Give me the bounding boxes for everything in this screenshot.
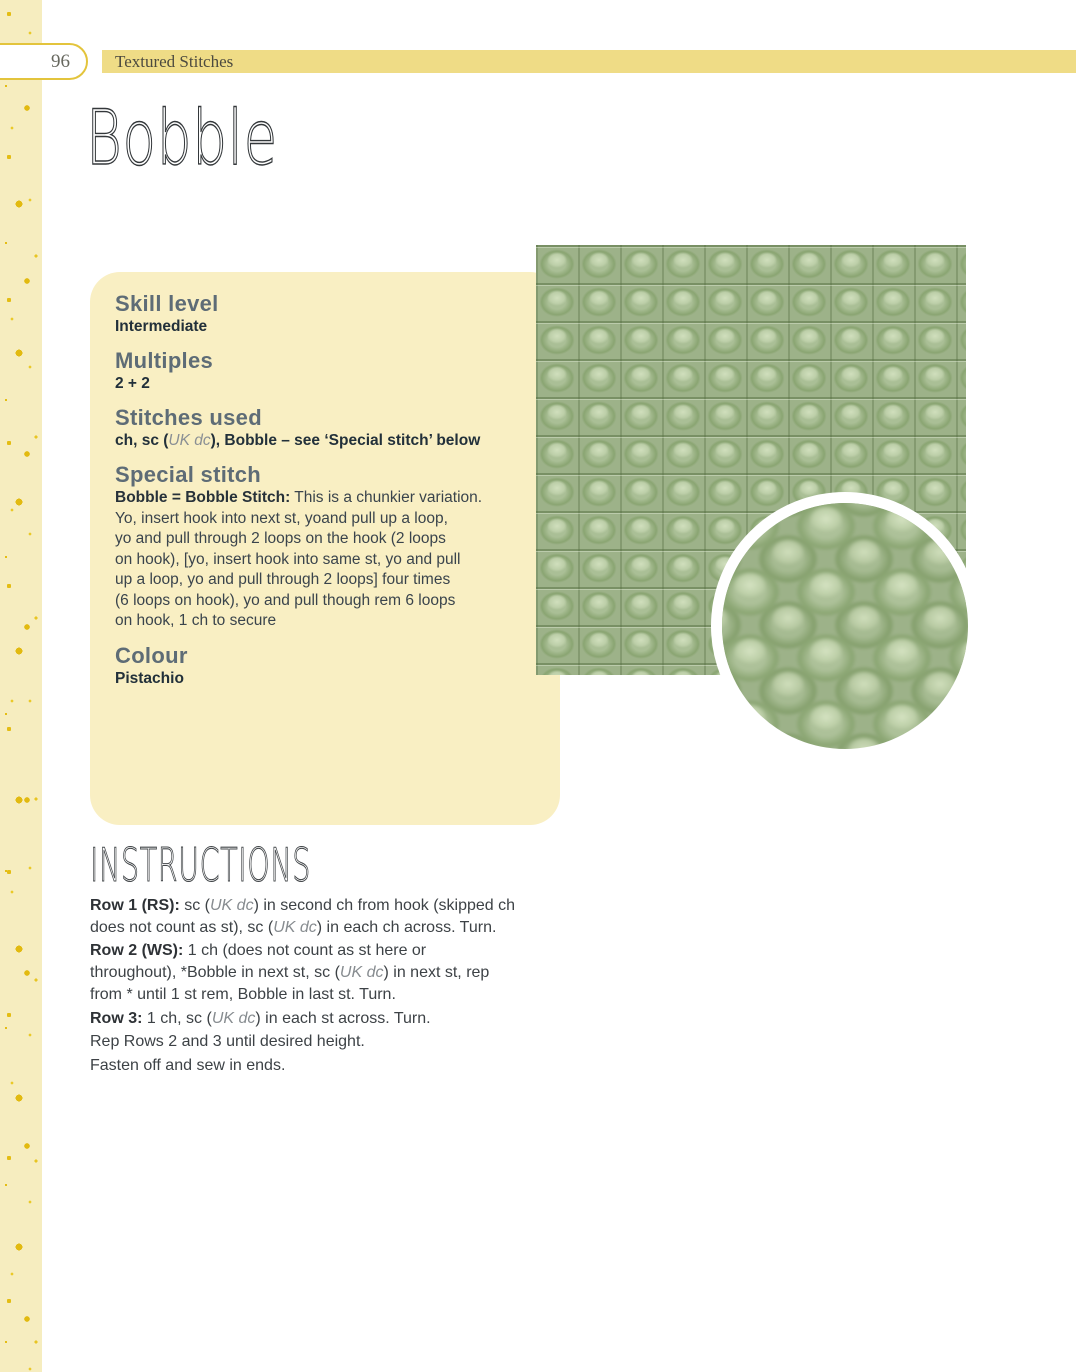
skill-level-section (115, 291, 540, 337)
colour-heading: Colour (115, 642, 188, 668)
instructions-body (90, 895, 576, 1077)
colour-section (115, 643, 540, 689)
stitches-used-heading: Stitches used (115, 405, 262, 430)
multiples-heading: Multiples (115, 348, 214, 373)
instruction-paragraph-repeat: Rep Rows 2 and 3 until desired height. (90, 1033, 365, 1051)
info-box (90, 272, 560, 825)
page-title: Bobble (86, 93, 278, 182)
page-number-pill (0, 43, 88, 80)
instructions-section (90, 838, 576, 1079)
section-title: Textured Stitches (115, 51, 234, 71)
stitches-used-section (115, 405, 540, 451)
decorative-side-strip (0, 0, 42, 1372)
multiples-section (115, 348, 540, 394)
stitches-used-value: ch, sc (UK dc), Bobble – see ‘Special stitch’ below (115, 432, 481, 449)
skill-level-heading: Skill level (115, 291, 219, 316)
special-stitch-heading: Special stitch (115, 462, 262, 487)
multiples-value: 2 + 2 (115, 375, 150, 392)
special-stitch-text: Bobble = Bobble Stitch: This is a chunkier variation. Yo, insert hook into next st, yoand pull up a loop, yo and pull through 2 loops on the hook (2 loops on hook), [yo, insert hook into same st, yo and pull up a loop, yo and pull through 2 loops] four times (6 loops on hook), yo and pull though rem 6 loops on hook, 1 ch to secure (115, 489, 483, 629)
swatch-zoom-texture (712, 493, 978, 759)
section-band (102, 50, 1076, 73)
instruction-paragraph-fasten-off: Fasten off and sew in ends. (90, 1056, 286, 1074)
instruction-paragraph-row-3: Row 3: 1 ch, sc (UK dc) in each st across. Turn. (90, 1009, 431, 1027)
instructions-heading: INSTRUCTIONS (90, 838, 312, 892)
special-stitch-section (115, 462, 540, 632)
swatch-zoom-circle (711, 492, 979, 760)
skill-level-value: Intermediate (115, 318, 208, 335)
instruction-paragraph-row-1: Row 1 (RS): sc (UK dc) in second ch from hook (skipped ch does not count as st), sc (UK dc) in each ch across. Turn. (90, 897, 516, 936)
colour-value: Pistachio (115, 669, 184, 687)
page-number: 96 (51, 50, 70, 72)
instruction-paragraph-row-2: Row 2 (WS): 1 ch (does not count as st here or throughout), *Bobble in next st, sc (UK dc) in next st, rep from * until 1 st rem, Bobble in last st. Turn. (90, 942, 490, 1003)
